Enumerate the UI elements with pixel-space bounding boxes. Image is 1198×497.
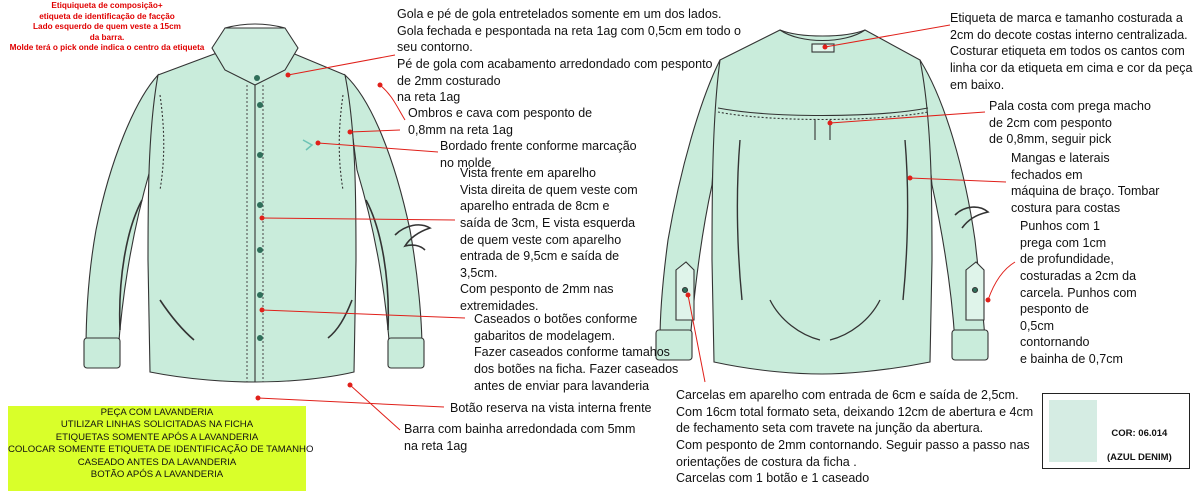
instruction-line: PEÇA COM LAVANDERIA xyxy=(100,407,214,418)
button xyxy=(257,102,263,108)
shoulders-note: Ombros e cava com pesponto de 0,8mm na reta 1ag xyxy=(408,106,593,137)
button xyxy=(257,247,263,253)
color-name: (AZUL DENIM) xyxy=(1107,451,1172,463)
front-cuff-left xyxy=(84,338,120,368)
back-body xyxy=(712,30,932,374)
spare-button-note: Botão reserva na vista interna frente xyxy=(450,401,652,415)
instruction-line: CASEADO ANTES DA LAVANDERIA xyxy=(77,456,237,468)
production-instructions xyxy=(8,406,314,491)
brand-label xyxy=(812,44,834,52)
embroidery-note: Bordado frente conforme marcação no molde xyxy=(440,139,637,170)
cuffs-note: Punhos com 1 prega com 1cm de profundidade, costuradas a 2cm da carcela. Punhos com pesponto de 0,5cm contornando e bainha de 0,7cm xyxy=(1020,219,1137,366)
button xyxy=(257,202,263,208)
front-sleeve-left xyxy=(86,75,158,352)
plackets-note: Carcelas em aparelho com entrada de 6cm e saída de 2,5cm. Com 16cm total formato seta, deixando 12cm de abertura e 4cm de fechamento seta com travete na junção da abertura. Com pesponto de 2mm contornando. Seguir passo a passo nas orientações de costura da ficha . Carcelas com 1 botão e 1 caseado xyxy=(676,388,1034,486)
front-body xyxy=(148,50,356,382)
yoke-note: Pala costa com prega macho de 2cm com pesponto de 0,8mm, seguir pick xyxy=(989,99,1151,147)
sleeves-note: Mangas e laterais fechados em máquina de braço. Tombar costura para costas xyxy=(1011,151,1160,215)
back-cuff-right xyxy=(952,330,988,360)
color-swatch xyxy=(1049,400,1097,462)
instruction-line: ETIQUETAS SOMENTE APÓS A LAVANDERIA xyxy=(55,431,259,443)
button xyxy=(257,152,263,158)
placket-note: Vista frente em aparelho Vista direita de quem veste com aparelho entrada de 8cm e saída de 3cm, E vista esquerda de quem veste com aparelho entrada de 9,5cm e saída de 3,5cm. Com pesponto de 2mm nas extremidades. xyxy=(460,166,638,313)
instruction-line: UTILIZAR LINHAS SOLICITADAS NA FICHA xyxy=(60,419,254,431)
composition-label-note: Etiquiqueta de composição+ etiqueta de identificação de facção Lado esquerdo de quem veste a 15cm da barra. Molde terá o pick onde indica o centro da etiqueta xyxy=(9,1,205,52)
instruction-line: BOTÃO APÓS A LAVANDERIA xyxy=(90,469,224,481)
front-cuff-right xyxy=(388,338,424,368)
buttonholes-note: Caseados o botões conforme gabaritos de modelagem. Fazer caseados conforme tamahos dos botões na ficha. Fazer caseados antes de enviar para lavanderia xyxy=(474,312,679,393)
color-code: COR: 06.014 xyxy=(1111,427,1168,439)
color-spec-label xyxy=(1107,416,1172,475)
button xyxy=(254,75,260,81)
button xyxy=(257,292,263,298)
collar-note: Gola e pé de gola entretelados somente em um dos lados. Gola fechada e pespontada na reta 1ag com 0,5cm em todo o seu contorno. Pé de gola com acabamento arredondado com pesponto de 2mm costurado na reta 1ag xyxy=(397,7,741,105)
color-spec-box xyxy=(1042,393,1190,469)
brand-label-note: Etiqueta de marca e tamanho costurada a 2cm do decote costas interno centralizada. Costurar etiqueta em todos os cantos com linha cor da etiqueta em cima e cor da peça em baixo. xyxy=(950,11,1193,92)
hem-note: Barra com bainha arredondada com 5mm na reta 1ag xyxy=(404,422,636,453)
instruction-line: COLOCAR SOMENTE ETIQUETA DE IDENTIFICAÇÃO DE TAMANHO xyxy=(8,444,314,456)
button xyxy=(257,335,263,341)
